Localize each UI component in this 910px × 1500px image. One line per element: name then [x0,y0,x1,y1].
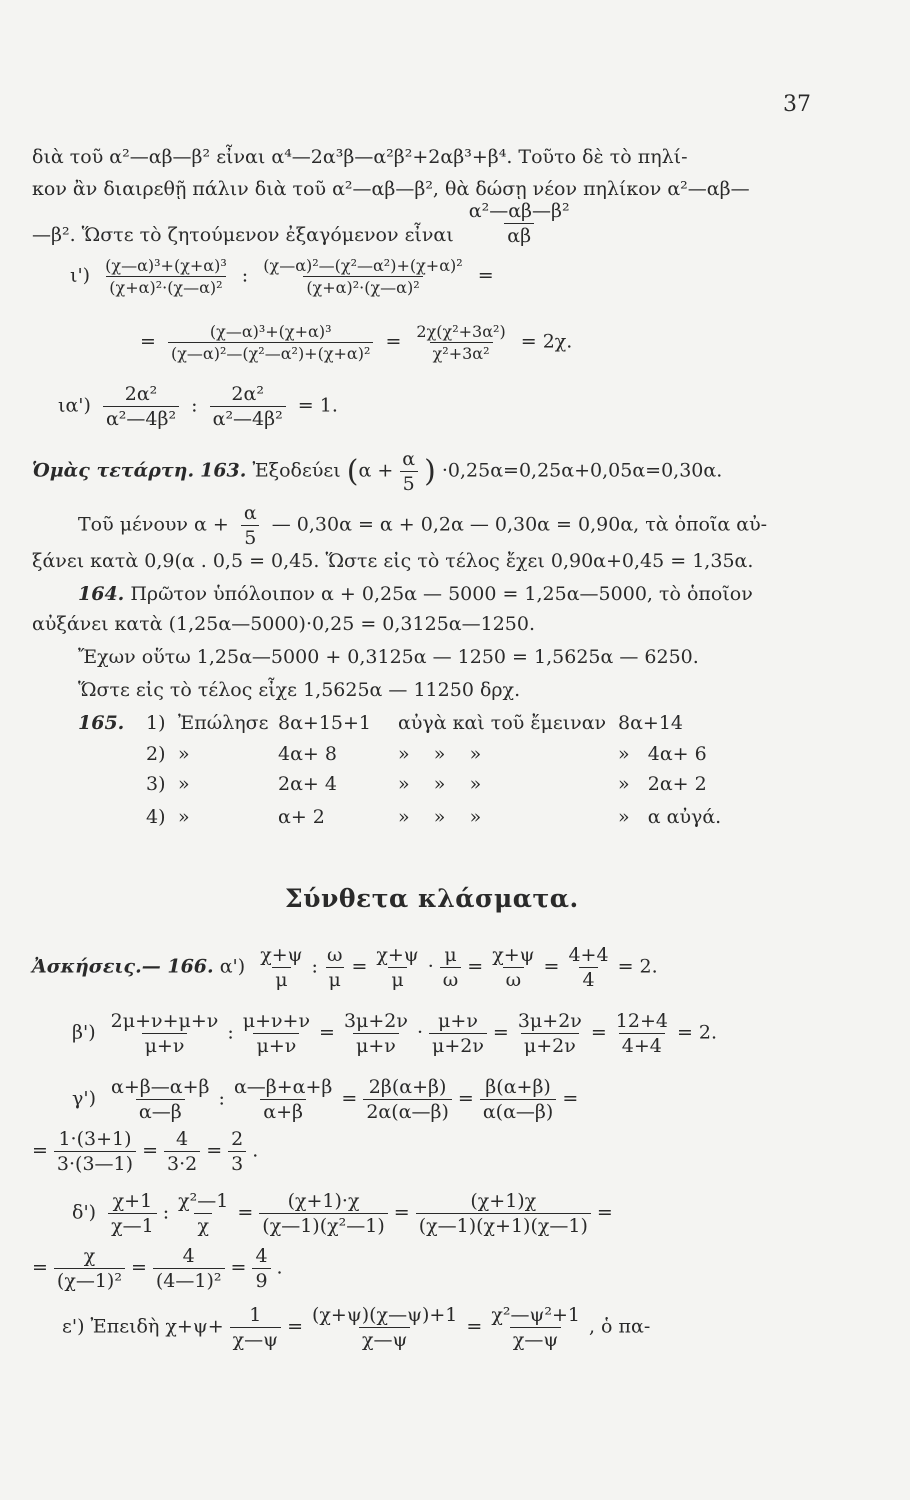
problem-163-line3: ξάνει κατὰ 0,9(α . 0,5 = 0,45. Ὥστε εἰς τὸ τέλος ἔχει 0,90α+0,45 = 1,35α. [32,550,754,572]
fraction-num: 3μ+2ν [517,1010,582,1032]
exercise-i-label: ι') [70,264,91,287]
equals-sign: = [140,330,156,353]
problem-163-result: ·0,25α=0,25α+0,05α=0,30α. [441,459,723,482]
fraction-num: χ+1 [112,1190,153,1212]
exercise-i-result: = 2χ. [520,330,573,353]
row-middle: » » » [398,743,482,765]
fraction-num: 2α² [231,383,264,405]
problem-164-text: Πρῶτον ὑπόλοιπον α + 0,25α — 5000 = 1,25α—5000, τὸ ὁποῖον [130,583,753,605]
exercise-d-line2 [32,1245,283,1292]
row-number: 1) [146,712,166,734]
equals-sign: = [130,1256,147,1279]
fraction-num: (χ+1)χ [470,1190,537,1212]
problem-163-text-3: — 0,30α = α + 0,2α — 0,30α = 0,90α, τὰ ὁποῖα αὐ- [271,513,768,536]
row-number: 3) [146,773,166,795]
equals-sign: = [596,1201,613,1224]
row-number: 4) [146,806,166,828]
equals-sign: = [562,1087,579,1110]
fraction-num: 4+4 [568,944,609,966]
fraction [54,1128,136,1175]
fraction-num: (χ—α)²—(χ²—α²)+(χ+α)² [263,256,463,275]
intro-line-2: κον ἂν διαιρεθῇ πάλιν διὰ τοῦ α²—αβ—β², θὰ δώσῃ νέον πηλίκον α²—αβ— [32,178,750,200]
fraction-den: μ [272,967,290,991]
fraction [54,1245,125,1292]
right-paren: ) [424,454,436,489]
fraction-den: 3 [228,1151,246,1175]
fraction-num: 3μ+2ν [343,1010,408,1032]
exercise-i-fraction-2 [260,256,465,297]
intro-fraction-num: α²—αβ—β² [468,200,570,222]
fraction [363,1076,452,1123]
row-amount: 8α+15+1 [278,712,372,734]
exercise-e-text: Ἐπειδὴ χ+ψ+ [90,1315,224,1338]
fraction-num: 12+4 [615,1010,668,1032]
fraction-num: 2α² [124,383,158,405]
exercise-i-line2 [140,322,572,363]
equals-sign: = [142,1139,158,1162]
fraction-num: β(α+β) [485,1076,551,1098]
problem-164-line2: αὐξάνει κατὰ (1,25α—5000)·0,25 = 0,3125α—1250. [32,613,536,635]
exercise-c [72,1076,578,1123]
exercise-a-label: α') [219,955,246,978]
result: = 2. [617,955,658,978]
equals-sign: = [32,1139,48,1162]
fraction [257,944,305,991]
fraction-num: χ²—ψ²+1 [491,1304,580,1326]
fraction-den: μ [326,967,344,991]
row-middle: » » » [398,806,482,828]
fraction-num: (χ+1)·χ [287,1190,360,1212]
exercise-ia-fraction-1 [103,383,179,430]
exercise-i-fraction-4 [413,322,508,363]
equals-sign: = [32,1256,48,1279]
division-sign: : [162,1201,170,1224]
equals-sign: = [351,955,368,978]
problem-number-165: 165. [78,712,125,734]
fraction [341,1010,411,1057]
fraction [259,1190,387,1237]
intro-line-1: διὰ τοῦ α²—αβ—β² εἶναι α⁴—2α³β—α²β²+2αβ³+β⁴. Τοῦτο δὲ τὸ πηλί- [32,146,688,168]
exercise-i-fraction-3 [168,322,373,363]
fraction [489,944,537,991]
fraction-den: (4—1)² [153,1268,225,1292]
fraction-den: ω [440,967,462,991]
division-sign: : [241,264,249,287]
problem-164-line4: Ὥστε εἰς τὸ τέλος εἶχε 1,5625α — 11250 δρχ. [78,679,521,701]
problem-164-line3: Ἔχων οὕτω 1,25α—5000 + 0,3125α — 1250 = 1,5625α — 6250. [78,646,699,668]
problem-164-line1 [78,583,753,605]
exercise-166-a [32,944,658,991]
fraction [228,1128,246,1175]
section-title: Σύνθετα κλάσματα. [285,884,579,913]
equals-sign: = [590,1021,607,1044]
equals-sign: = [287,1315,303,1338]
equals-sign: = [492,1021,509,1044]
row-left: » 2α+ 2 [618,773,707,795]
fraction-den: μ+ν [142,1033,188,1057]
exercise-i-fraction-1 [102,256,230,297]
fraction-den: (χ—1)² [54,1268,125,1292]
fraction-den: α²—4β² [103,406,179,430]
alpha-over-5-fraction [241,502,260,549]
fraction-den: 5 [400,471,418,495]
table-row [146,806,721,828]
equals-sign: = [319,1021,335,1044]
fraction-den: χ—1 [108,1213,157,1237]
equals-sign: = [393,1201,410,1224]
fraction [309,1304,460,1351]
fraction-den: (χ—1)(χ+1)(χ—1) [416,1213,591,1237]
fraction-num: 2 [231,1128,244,1150]
fraction [108,1076,212,1123]
fraction-den: 3·(3—1) [54,1151,136,1175]
table-row [146,773,707,795]
fraction-num: 2β(α+β) [368,1076,447,1098]
problem-number-163: 163. [200,459,247,482]
problem-163-line2 [78,502,767,549]
fraction-num: (χ—α)³+(χ+α)³ [209,322,332,341]
fraction-den: χ—ψ [359,1327,410,1351]
table-row [146,743,707,765]
equals-sign: = [477,264,494,287]
division-sign: : [218,1087,225,1110]
fraction-den: χ [194,1213,212,1237]
fraction-den: 4 [579,967,597,991]
row-left: » 4α+ 6 [618,743,707,765]
intro-fraction-den: αβ [504,223,534,247]
exercise-c-line2 [32,1128,258,1175]
fraction [565,944,611,991]
fraction [480,1076,556,1123]
fraction-den: μ+ν [353,1033,399,1057]
fraction-den: χ—ψ [230,1327,281,1351]
result: = 2. [676,1021,718,1044]
row-sold: » [178,806,190,828]
exercise-c-label: γ') [72,1087,96,1110]
division-sign: : [311,955,318,978]
exercise-ia-label: ια') [58,394,91,417]
problem-163-text-2: Τοῦ μένουν α + [78,513,229,536]
fraction-den: 9 [252,1268,270,1292]
fraction [240,1010,313,1057]
period: . [276,1256,283,1279]
fraction-num: ω [326,944,343,966]
fraction-den: α(α—β) [480,1099,556,1123]
fraction [108,1190,157,1237]
row-sold: » [178,743,190,765]
fraction-num: χ+ψ [492,944,535,966]
table-row [146,712,683,734]
fraction [324,944,346,991]
fraction-num: 1 [249,1304,262,1326]
fraction-num: 4 [176,1128,189,1150]
fraction-den: (χ—1)(χ²—1) [259,1213,387,1237]
problem-163-line1 [32,448,722,495]
exercise-b [72,1010,717,1057]
division-sign: : [227,1021,234,1044]
intro-line-3: —β². Ὥστε τὸ ζητούμενον ἐξαγόμενον εἶναι [32,223,454,246]
fraction-den: μ+2ν [521,1033,579,1057]
fraction [252,1245,270,1292]
equals-sign: = [457,1087,474,1110]
exercise-ia-result: = 1. [297,394,338,417]
equals-sign: = [385,330,402,353]
fraction-num: μ+ν+ν [242,1010,311,1032]
fraction-num: α [243,502,257,524]
fraction [164,1128,200,1175]
problem-number-164: 164. [78,583,125,605]
fraction [515,1010,585,1057]
fraction-num: α [402,448,416,470]
row-sold: Ἐπώλησε [178,712,269,734]
fraction-den: (χ+α)²·(χ—α)² [106,276,225,297]
row-middle: » » » [398,773,482,795]
multiply-sign: · [427,955,434,978]
group-heading: Ὁμὰς τετάρτη. [32,459,195,482]
fraction-den: χ—ψ [510,1327,561,1351]
equals-sign: = [230,1256,247,1279]
problem-163-text: Ἐξοδεύει [252,459,341,482]
exercise-e [62,1304,650,1351]
fraction-num: α+β—α+β [111,1076,210,1098]
equals-sign: = [466,1315,483,1338]
row-left: » α αὐγά. [618,806,722,828]
fraction [488,1304,583,1351]
equals-sign: = [543,955,560,978]
row-number: 2) [146,743,166,765]
fraction-num: 4 [182,1245,195,1267]
page-number: 37 [783,92,811,117]
intro-fraction [466,200,573,247]
row-amount: α+ 2 [278,806,325,828]
fraction-den: χ²+3α² [430,342,493,363]
fraction-num: μ [444,944,457,966]
fraction [108,1010,222,1057]
fraction [153,1245,225,1292]
exercise-d-label: δ') [72,1201,97,1224]
row-amount: 4α+ 8 [278,743,337,765]
fraction [231,1076,335,1123]
fraction-den: 4+4 [619,1033,665,1057]
fraction [373,944,421,991]
equals-sign: = [341,1087,358,1110]
exercise-ia [58,383,338,430]
fraction-num: μ+ν [438,1010,478,1032]
fraction-den: μ [388,967,406,991]
fraction [416,1190,591,1237]
equals-sign: = [467,955,484,978]
paren-expression: α + [358,459,394,482]
equals-sign: = [237,1201,254,1224]
fraction-den: 3·2 [164,1151,200,1175]
fraction-num: χ+ψ [260,944,303,966]
row-middle: αὐγὰ καὶ τοῦ ἔμειναν [398,712,607,734]
fraction-num: 2μ+ν+μ+ν [110,1010,219,1032]
fraction-num: χ²—1 [178,1190,229,1212]
fraction-den: 5 [241,525,259,549]
fraction-num: α—β+α+β [233,1076,333,1098]
equals-sign: = [206,1139,223,1162]
fraction-num: χ [83,1245,96,1267]
fraction-den: 2α(α—β) [363,1099,452,1123]
fraction-den: α—β [136,1099,185,1123]
fraction-den: α+β [260,1099,306,1123]
multiply-sign: · [416,1021,423,1044]
fraction-num: 1·(3+1) [58,1128,132,1150]
fraction-den: μ+ν [253,1033,299,1057]
row-sold: » [178,773,190,795]
fraction [175,1190,231,1237]
fraction-num: (χ—α)³+(χ+α)³ [105,256,227,275]
fraction-num: 2χ(χ²+3α²) [416,322,506,341]
row-amount: 2α+ 4 [278,773,337,795]
fraction-den: (χ—α)²—(χ²—α²)+(χ+α)² [168,342,373,363]
division-sign: : [191,394,198,417]
exercise-e-tail: , ὁ πα- [588,1315,651,1338]
fraction-den: ω [503,967,525,991]
exercise-b-label: β') [72,1021,96,1044]
fraction-num: 4 [255,1245,268,1267]
fraction-den: α²—4β² [210,406,286,430]
fraction-den: μ+2ν [429,1033,487,1057]
left-paren: ( [346,454,359,489]
alpha-over-5-fraction [399,448,418,495]
exercise-i-line1 [70,256,494,297]
fraction [613,1010,671,1057]
exercises-heading: Ἀσκήσεις.— 166. [32,955,214,978]
row-left: 8α+14 [618,712,684,734]
period: . [252,1139,259,1162]
intro-line-3-wrap [32,200,579,247]
fraction [429,1010,487,1057]
fraction [440,944,462,991]
exercise-e-label: ε') [62,1315,85,1338]
fraction-den: (χ+α)²·(χ—α)² [303,276,422,297]
fraction [230,1304,281,1351]
exercise-d [72,1190,613,1237]
exercise-ia-fraction-2 [210,383,286,430]
fraction-num: χ+ψ [376,944,419,966]
fraction-num: (χ+ψ)(χ—ψ)+1 [311,1304,458,1326]
